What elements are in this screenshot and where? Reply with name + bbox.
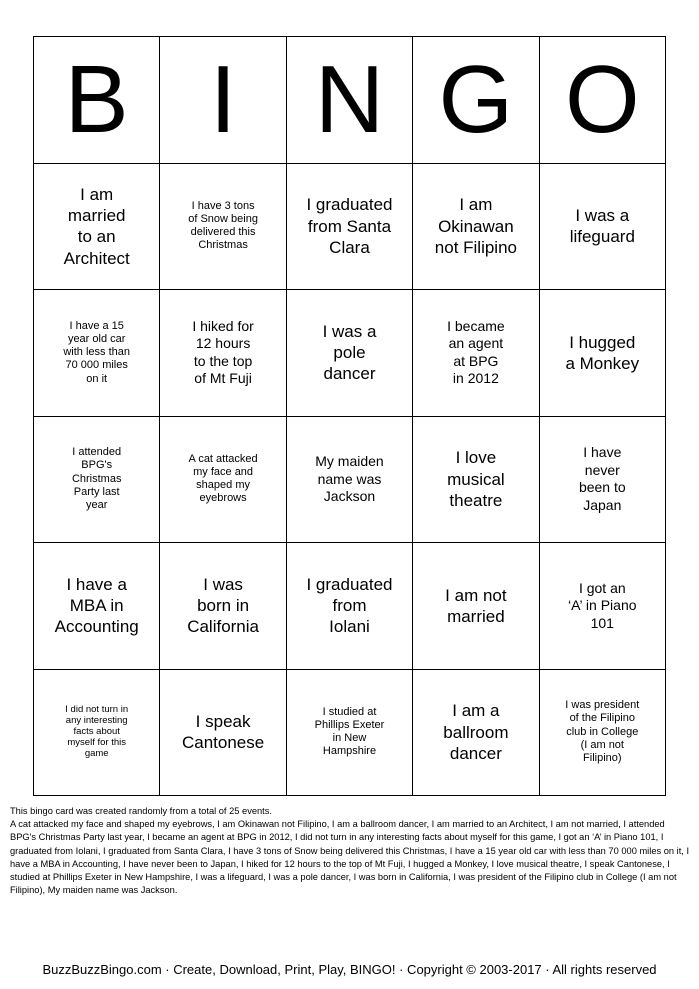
header-letter: G	[438, 45, 514, 153]
bingo-card	[33, 36, 666, 796]
bingo-cell	[160, 290, 286, 417]
cell-text: A cat attacked my face and shaped my eyebrows	[188, 452, 258, 505]
event-items: A cat attacked my face and shaped my eyebrows, I am Okinawan not Filipino, I am a ballroom dancer, I am married to an Architect, I am not married, I attended BPG's Christmas Party last year, I became an agent at BPG in 2012, I did not turn in any interesting facts about myself for this game, I got an ‘A’ in Piano 101, I graduated from Iolani, I graduated from Santa Clara, I have 3 tons of Snow being delivered this Christmas, I have a 15 year old car with less than 70 000 miles on it, I have a MBA in Accounting, I have never been to Japan, I hiked for 12 hours to the top of Mt Fuji, I hugged a Monkey, I love musical theatre, I speak Cantonese, I studied at Phillips Exeter in New Hampshire, I was a lifeguard, I was a pole dancer, I was born in California, I was president of the Filipino club in College (I am not Filipino), My maiden name was Jackson.	[10, 819, 690, 896]
cell-text: My maiden name was Jackson	[315, 453, 384, 504]
header-letter: O	[564, 45, 640, 153]
cell-text: I graduated from Santa Clara	[306, 195, 393, 257]
cell-text: I have never been to Japan	[578, 444, 626, 513]
bingo-cell	[413, 164, 539, 291]
bingo-cell	[160, 164, 286, 291]
cell-text: I got an ‘A’ in Piano 101	[568, 579, 637, 631]
cell-text: I love musical theatre	[447, 448, 505, 510]
bingo-cell	[287, 290, 413, 417]
cell-text: I am married to an Architect	[63, 184, 130, 268]
cell-text: I speak Cantonese	[181, 712, 265, 753]
event-list	[10, 805, 692, 897]
event-summary: This bingo card was created randomly from a total of 25 events.	[10, 806, 272, 816]
bingo-cell	[287, 670, 413, 797]
bingo-cell	[160, 543, 286, 670]
bingo-cell	[540, 417, 666, 544]
bingo-cell	[160, 417, 286, 544]
bingo-cell	[413, 670, 539, 797]
bingo-cell	[413, 543, 539, 670]
header-letter: I	[209, 45, 237, 153]
header-cell-i	[160, 37, 286, 164]
cell-text: I have a 15 year old car with less than 70 000 miles on it	[63, 319, 131, 385]
cell-text: I have 3 tons of Snow being delivered this Christmas	[188, 199, 258, 252]
bingo-cell	[413, 290, 539, 417]
header-cell-n	[287, 37, 413, 164]
cell-text: I studied at Phillips Exeter in New Hampshire	[314, 705, 385, 758]
cell-text: I was president of the Filipino club in College (I am not Filipino)	[565, 699, 640, 765]
cell-text: I was a pole dancer	[322, 321, 377, 384]
cell-text: I hugged a Monkey	[565, 332, 640, 373]
bingo-cell	[34, 543, 160, 670]
bingo-cell	[34, 290, 160, 417]
bingo-cell	[540, 290, 666, 417]
bingo-cell	[413, 417, 539, 544]
copyright-credit: BuzzBuzzBingo.com · Create, Download, Print, Play, BINGO! · Copyright © 2003-2017 · All rights reserved	[42, 962, 657, 977]
cell-text: I am Okinawan not Filipino	[434, 195, 517, 257]
cell-text: I was born in California	[187, 574, 259, 637]
header-letter: N	[314, 45, 385, 153]
bingo-cell	[34, 164, 160, 291]
header-cell-o	[540, 37, 666, 164]
bingo-cell	[540, 164, 666, 291]
cell-text: I became an agent at BPG in 2012	[447, 317, 505, 387]
header-cell-g	[413, 37, 539, 164]
bingo-cell	[287, 164, 413, 291]
bingo-cell	[540, 543, 666, 670]
cell-text: I am not married	[445, 585, 507, 626]
cell-text: I attended BPG's Christmas Party last year	[71, 446, 122, 512]
cell-text: I did not turn in any interesting facts about myself for this game	[65, 703, 129, 759]
bingo-cell	[287, 543, 413, 670]
header-letter: B	[64, 45, 129, 153]
cell-text: I was a lifeguard	[569, 206, 635, 247]
cell-text: I have a MBA in Accounting	[54, 574, 139, 637]
header-cell-b	[34, 37, 160, 164]
bingo-cell	[287, 417, 413, 544]
bingo-cell	[540, 670, 666, 797]
cell-text: I am a ballroom dancer	[443, 701, 509, 763]
cell-text: I hiked for 12 hours to the top of Mt Fuji	[192, 317, 254, 387]
bingo-cell	[160, 670, 286, 797]
cell-text: I graduated from Iolani	[306, 574, 393, 637]
bingo-cell	[34, 670, 160, 797]
bingo-cell	[34, 417, 160, 544]
